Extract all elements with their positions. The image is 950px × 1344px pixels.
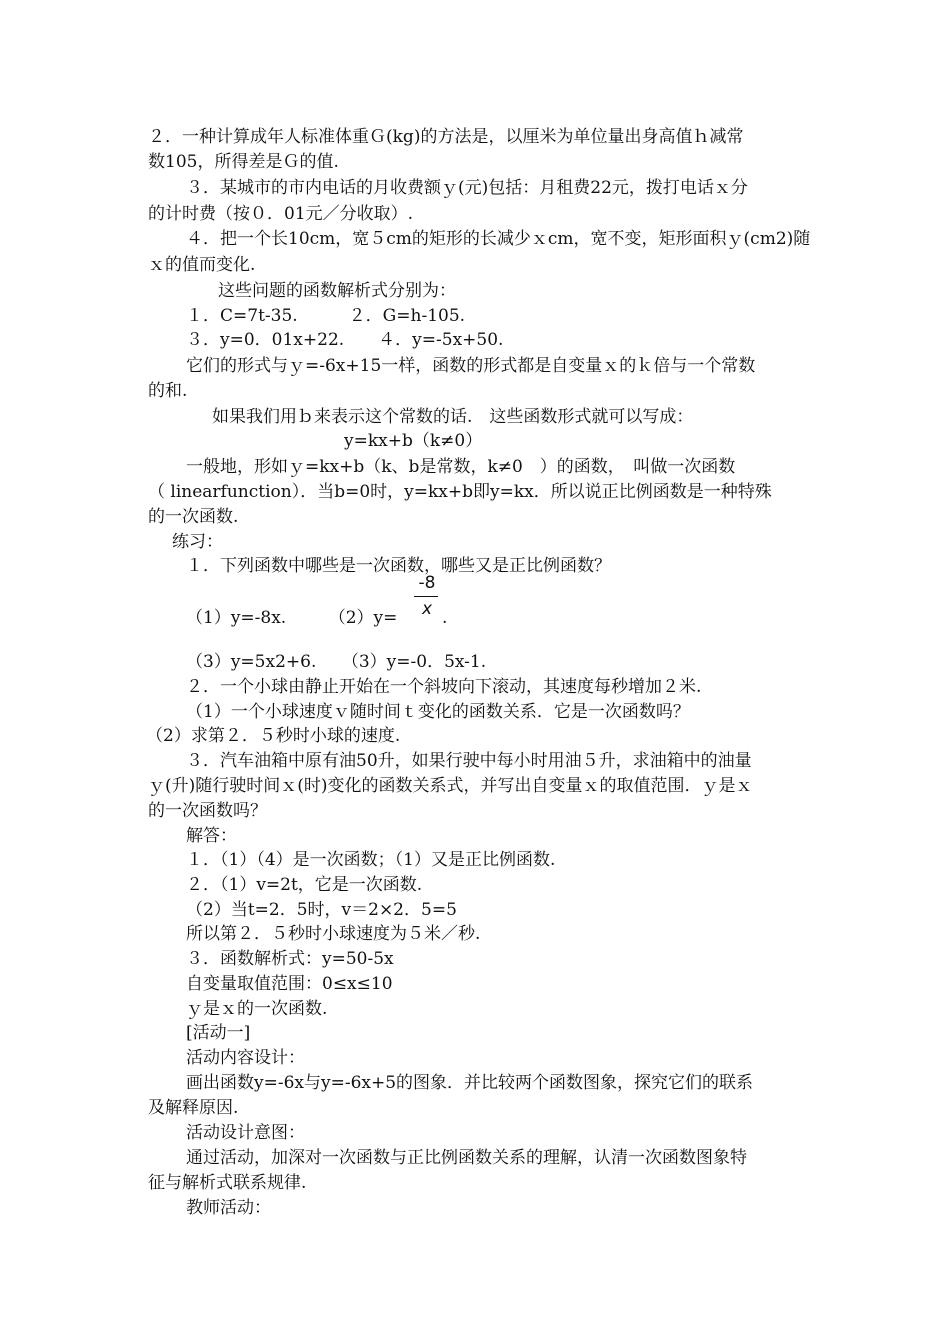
text-line: 的一次函数吗？	[148, 801, 267, 821]
text-line: 画出函数y=-6x与y=-6x+5的图象．并比较两个函数图象，探究它们的联系	[186, 1073, 754, 1093]
text-line: ２．（1）v=2t，它是一次函数.	[186, 875, 423, 895]
text-line: （1）一个小球速度ｖ随时间ｔ变化的函数关系．它是一次函数吗？	[186, 702, 690, 722]
text-line: １．C=7t-35. ２．G=h-105.	[186, 306, 466, 326]
text-line: （2）当t=2．5时，v＝2×2．5=5	[186, 900, 457, 920]
text-line: 数105，所得差是Ｇ的值.	[148, 152, 339, 172]
text-line: 如果我们用ｂ来表示这个常数的话. 这些函数形式就可以写成：	[212, 407, 694, 427]
section-label: 解答：	[186, 826, 237, 846]
text-line: ２．一个小球由静止开始在一个斜坡向下滚动，其速度每秒增加２米.	[186, 677, 702, 697]
text-line: 的一次函数.	[148, 507, 239, 527]
fraction-denominator: x	[421, 599, 433, 619]
text-line: ｙ(升)随行驶时间ｘ(时)变化的函数关系式，并写出自变量ｘ的取值范围．ｙ是ｘ	[148, 776, 753, 796]
section-label: 活动内容设计：	[186, 1048, 305, 1068]
text-line: 的计时费（按０．01元／分收取）.	[148, 204, 414, 224]
text-line: 征与解析式联系规律.	[148, 1173, 307, 1193]
text-line: （2）求第２．５秒时小球的速度.	[146, 726, 401, 746]
text-line: ｙ是ｘ的一次函数.	[186, 999, 328, 1019]
section-label: [活动一]	[186, 1023, 251, 1043]
text-line: .	[442, 608, 448, 628]
text-line: 通过活动，加深对一次函数与正比例函数关系的理解，认清一次函数图象特	[186, 1148, 747, 1168]
formula-line: y=kx+b（k≠0）	[344, 431, 483, 451]
text-line: 及解释原因.	[148, 1098, 239, 1118]
text-line: 这些问题的函数解析式分别为：	[218, 281, 456, 301]
text-line: 一般地，形如ｙ=kx+b（k、b是常数，k≠0 ）的函数， 叫做一次函数	[186, 457, 736, 477]
text-line: ３．函数解析式：y=50-5x	[186, 949, 394, 969]
text-line: １．（1）（4）是一次函数；（1）又是正比例函数.	[186, 850, 556, 870]
section-label: 练习：	[172, 532, 223, 552]
text-line: （ linearfunction）．当b=0时，y=kx+b即y=kx．所以说正比例函数是一种特殊	[148, 482, 772, 502]
text-line: 所以第２．５秒时小球速度为５米／秒.	[186, 924, 481, 944]
section-label: 活动设计意图：	[186, 1123, 305, 1143]
text-line: ３．某城市的市内电话的月收费额ｙ(元)包括：月租费22元，拨打电话ｘ分	[186, 178, 748, 198]
fraction-bar	[414, 596, 438, 597]
section-label: 教师活动：	[186, 1198, 271, 1218]
text-line: ３．y=0．01x+22. ４．y=-5x+50.	[186, 330, 504, 350]
text-line: 的和.	[148, 381, 188, 401]
text-line: ４．把一个长10cm，宽５cm的矩形的长减少ｘcm，宽不变，矩形面积ｙ(cm2)随	[186, 229, 811, 249]
text-line: 它们的形式与ｙ=-6x+15一样，函数的形式都是自变量ｘ的ｋ倍与一个常数	[186, 356, 756, 376]
text-line: 自变量取值范围：0≤x≤10	[186, 974, 393, 994]
text-line: （1）y=-8x. （2）y=	[186, 608, 398, 628]
text-line: １．下列函数中哪些是一次函数，哪些又是正比例函数？	[186, 556, 611, 576]
text-line: ３．汽车油箱中原有油50升，如果行驶中每小时用油５升，求油箱中的油量	[186, 751, 752, 771]
fraction-numerator: -8	[418, 573, 436, 593]
text-line: （3）y=5x2+6. （3）y=-0．5x-1.	[186, 652, 487, 672]
text-line: ｘ的值而变化.	[148, 255, 256, 275]
text-line: ２．一种计算成年人标准体重Ｇ(kg)的方法是，以厘米为单位量出身高值ｈ减常	[148, 127, 744, 147]
